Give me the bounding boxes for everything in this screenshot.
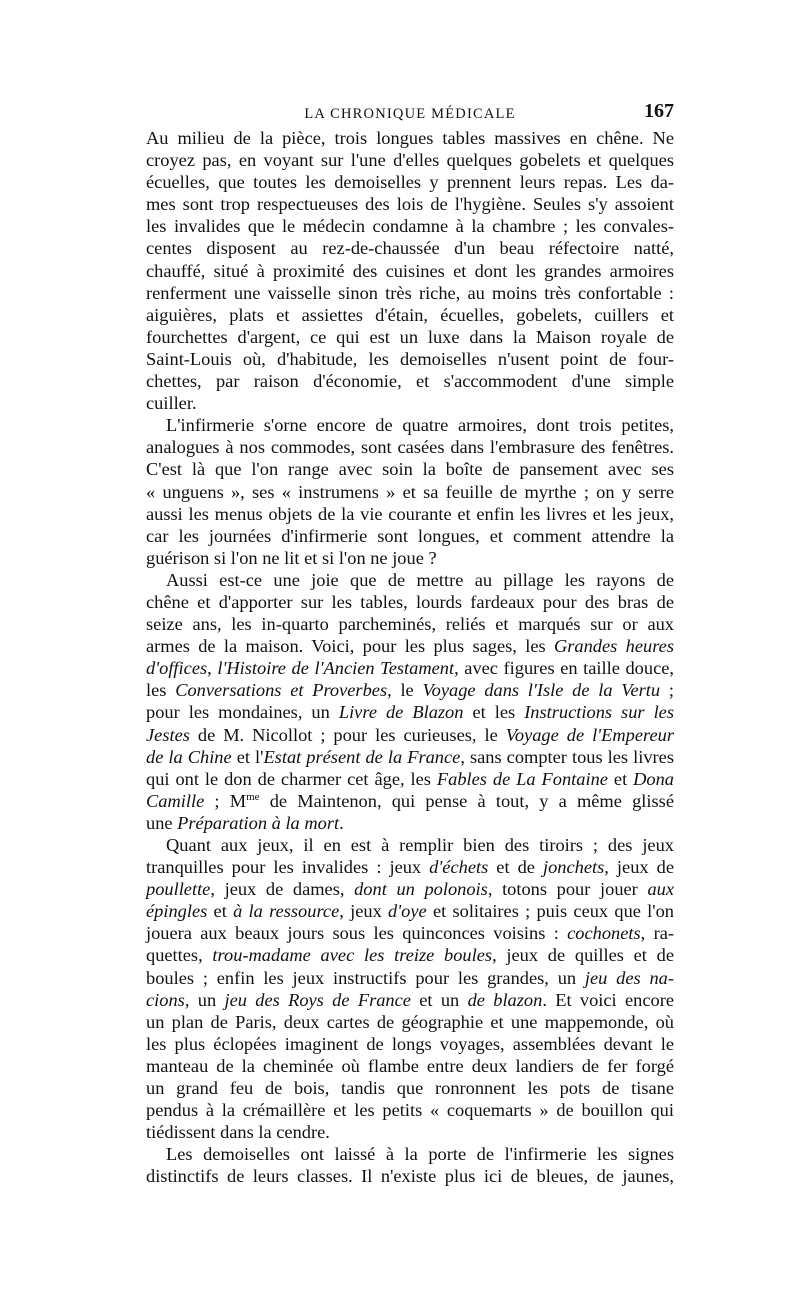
italic-title: trou-madame avec les treize boules bbox=[212, 945, 493, 966]
italic-title: l'Histoire de l'Ancien Testament bbox=[217, 658, 455, 679]
text-line: seize ans, les in-quarto parcheminés, reliés et marqués sur or aux bbox=[146, 614, 674, 635]
italic-title: Estat présent de la France bbox=[263, 746, 461, 767]
italic-title: aux bbox=[647, 879, 674, 900]
text-line: pendus à la crémaillère et les petits « coquemarts » de bouillon qui bbox=[146, 1100, 674, 1121]
text-line: Saint-Louis où, d'habitude, les demoiselles n'usent point de four- bbox=[146, 348, 674, 369]
text-line: chêne et d'apporter sur les tables, lourds fardeaux pour des bras de bbox=[146, 591, 674, 612]
text-line: qui ont le don de charmer cet âge, les Fables de La Fontaine et Dona bbox=[146, 768, 674, 789]
superscript: me bbox=[246, 790, 260, 803]
text-line: les Conversations et Proverbes, le Voyage dans l'Isle de la Vertu ; bbox=[146, 680, 674, 701]
text-line: distinctifs de leurs classes. Il n'existe plus ici de bleues, de jaunes, bbox=[146, 1166, 674, 1187]
text-line: manteau de la cheminée où flambe entre deux landiers de fer forgé bbox=[146, 1055, 674, 1076]
text-line: Au milieu de la pièce, trois longues tables massives en chêne. Ne bbox=[146, 128, 674, 148]
text-line: aiguières, plats et assiettes d'étain, écuelles, gobelets, cuillers et bbox=[146, 304, 674, 325]
text-line: un plan de Paris, deux cartes de géographie et une mappemonde, où bbox=[146, 1011, 674, 1032]
text-line: épingles et à la ressource, jeux d'oye et solitaires ; puis ceux que l'on bbox=[146, 901, 674, 922]
italic-title: Voyage de l'Empereur bbox=[505, 724, 674, 745]
italic-title: Conversations et Proverbes bbox=[175, 680, 388, 701]
text-line: tranquilles pour les invalides : jeux d'échets et de jonchets, jeux de bbox=[146, 857, 674, 878]
paragraph bbox=[146, 834, 674, 1143]
paragraph bbox=[146, 569, 674, 834]
text-line: fourchettes d'argent, ce qui est un luxe dans la Maison royale de bbox=[146, 326, 674, 347]
italic-title: Grandes heures bbox=[553, 636, 674, 657]
text-line: Camille ; $M^{me}$ de Maintenon, qui pense à tout, y a même glissé bbox=[146, 790, 674, 811]
text-line: les invalides que le médecin condamne à la chambre ; les convales- bbox=[146, 216, 674, 237]
italic-title: Camille bbox=[146, 790, 205, 811]
italic-title: Voyage dans l'Isle de la Vertu bbox=[422, 680, 661, 701]
italic-title: jeu des Roys de France bbox=[224, 989, 411, 1010]
text-line: Les demoiselles ont laissé à la porte de l'infirmerie les signes bbox=[166, 1144, 674, 1165]
italic-title: Jestes bbox=[146, 724, 190, 745]
text-line: mes sont trop respectueuses des lois de l'hygiène. Seules s'y assoient bbox=[146, 194, 674, 215]
text-line: tiédissent dans la cendre. bbox=[146, 1122, 330, 1143]
text-line: croyez pas, en voyant sur l'une d'elles quelques gobelets et quelques bbox=[146, 150, 674, 171]
text-line: aussi les menus objets de la vie courante et enfin les livres et les jeux, bbox=[146, 503, 674, 524]
text-line: chauffé, situé à proximité des cuisines et dont les grandes armoires bbox=[146, 260, 674, 281]
text-line: C'est là que l'on range avec soin la boîte de pansement avec ses bbox=[146, 459, 674, 480]
text-line: cuiller. bbox=[146, 393, 197, 414]
text-line: les plus éclopées imaginent de longs voyages, assemblées devant le bbox=[146, 1033, 674, 1054]
italic-title: cochonets bbox=[567, 923, 641, 944]
text-line: guérison si l'on ne lit et si l'on ne joue ? bbox=[146, 547, 437, 568]
italic-title: jeu des na- bbox=[584, 967, 674, 988]
paragraph bbox=[146, 1143, 674, 1187]
text-line: analogues à nos commodes, sont casées dans l'embrasure des fenêtres. bbox=[146, 437, 674, 458]
italic-title: jonchets bbox=[543, 857, 605, 878]
text-line: jouera aux beaux jours sous les quinconces voisins : cochonets, ra- bbox=[146, 923, 674, 944]
text-line: armes de la maison. Voici, pour les plus sages, les Grandes heures bbox=[146, 636, 674, 657]
text-line: un grand feu de bois, tandis que ronronnent les pots de tisane bbox=[146, 1078, 674, 1099]
text-line: écuelles, que toutes les demoiselles y prennent leurs repas. Les da- bbox=[146, 172, 674, 193]
text-line: d'offices, l'Histoire de l'Ancien Testament, avec figures en taille douce, bbox=[146, 658, 674, 679]
text-line: cions, un jeu des Roys de France et un de blazon. Et voici encore bbox=[146, 989, 674, 1010]
italic-title: poullette bbox=[146, 879, 211, 900]
italic-title: Fables de La Fontaine bbox=[436, 768, 608, 789]
italic-title: cions bbox=[146, 989, 185, 1010]
paragraph bbox=[146, 414, 674, 569]
paragraph bbox=[146, 127, 674, 414]
italic-title: d'échets bbox=[429, 857, 489, 878]
text-line: L'infirmerie s'orne encore de quatre armoires, dont trois petites, bbox=[166, 415, 674, 436]
text-line: poullette, jeux de dames, dont un polonois, totons pour jouer aux bbox=[146, 879, 674, 900]
text-line: chettes, par raison d'économie, et s'accommodent d'une simple bbox=[146, 371, 674, 392]
italic-title: Dona bbox=[633, 768, 674, 789]
italic-title: de la Chine bbox=[146, 746, 232, 767]
italic-title: Instructions sur les bbox=[524, 702, 675, 723]
text-line: car les journées d'infirmerie sont longues, et comment attendre la bbox=[146, 525, 674, 546]
italic-title: Préparation à la mort bbox=[177, 812, 340, 833]
text-line: une Préparation à la mort. bbox=[146, 812, 344, 833]
italic-title: épingles bbox=[146, 901, 208, 922]
text-line: centes disposent au rez-de-chaussée d'un beau réfectoire natté, bbox=[146, 238, 674, 259]
running-header bbox=[146, 100, 674, 130]
text-line: pour les mondaines, un Livre de Blazon et les Instructions sur les bbox=[146, 702, 675, 723]
page-number: 167 bbox=[644, 100, 674, 122]
body-text bbox=[146, 127, 674, 1188]
text-line: Jestes de M. Nicollot ; pour les curieuses, le Voyage de l'Empereur bbox=[146, 724, 674, 745]
text-line: renferment une vaisselle sinon très riche, au moins très confortable : bbox=[146, 282, 674, 303]
text-line: quettes, trou-madame avec les treize boules, jeux de quilles et de bbox=[146, 945, 674, 966]
running-title: LA CHRONIQUE MÉDICALE bbox=[304, 106, 516, 122]
italic-title: dont un polonois bbox=[354, 879, 488, 900]
text-line: Quant aux jeux, il en est à remplir bien des tiroirs ; des jeux bbox=[166, 835, 674, 855]
italic-title: de blazon bbox=[467, 989, 543, 1010]
text-line: de la Chine et l'Estat présent de la France, sans compter tous les livres bbox=[146, 746, 674, 767]
text-line: boules ; enfin les jeux instructifs pour les grandes, un jeu des na- bbox=[146, 967, 674, 988]
italic-title: Livre de Blazon bbox=[338, 702, 464, 723]
italic-title: d'oye bbox=[388, 901, 427, 922]
italic-title: d'offices bbox=[146, 658, 208, 679]
italic-title: à la ressource bbox=[233, 901, 340, 922]
text-line: Aussi est-ce une joie que de mettre au pillage les rayons de bbox=[166, 569, 674, 590]
text-line: « unguens », ses « instrumens » et sa feuille de myrthe ; on y serre bbox=[146, 481, 674, 502]
